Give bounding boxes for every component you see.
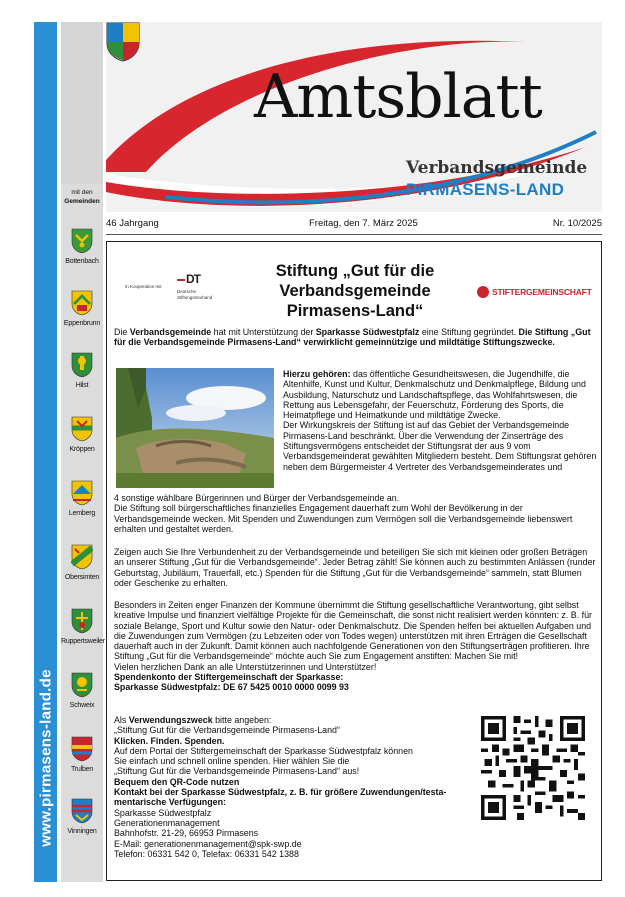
verbandsgemeinde-crest-icon — [106, 22, 140, 62]
article-headline: Stiftung „Gut für die Verbandsgemeinde Pirmasens-Land“ — [275, 262, 435, 320]
issue-line — [106, 218, 602, 232]
eppenbrunn-crest-icon — [71, 290, 93, 316]
issue-jahrgang: 46 Jahrgang — [106, 218, 159, 229]
dst-logo: In Kooperation mit DT Deutsche Stiftungstreuhand — [125, 272, 213, 300]
masthead-title: Amtsblatt — [254, 62, 542, 132]
kroeppen-crest-icon — [71, 416, 93, 442]
municipality-ruppertsweiler: Ruppertsweiler — [61, 608, 103, 645]
schweix-crest-icon — [71, 672, 93, 698]
contact-email: E-Mail: generationenmanagement@spk-swp.de — [114, 838, 302, 849]
article-donation-info: Als Verwendungszweck bitte angeben: „Stiftung Gut für die Verbandsgemeinde Pirmasens-Land“ Klicken. Finden. Spenden. Auf dem Portal der Stiftergemeinschaft der Sparkasse Südwestpfalz können Sie einfach und schnell online spenden. Hier wählen Sie die „Stiftung Gut für die Verbandsgemeinde Pirmasens-Land“ aus! Bequem den QR-Code nutzen Kontakt bei der Sparkasse Südwestpfalz, z. B. für größere Zuwendungen/testa- mentarische Verfügungen: Sparkasse Südwestpfalz Generationenmanagement Bahnhofstr. 21-29, 66953 Pirmasens E-Mail: generationenmanagement@spk-swp.de Telefon: 06331 542 0, Telefax: 06331 542 1388 — [114, 715, 469, 859]
masthead — [106, 22, 602, 212]
trulben-crest-icon — [71, 736, 93, 762]
ruppertsweiler-crest-icon — [71, 608, 93, 634]
masthead-subtitle-1: Verbandsgemeinde — [406, 158, 588, 178]
article-paragraph-responsibility: Besonders in Zeiten enger Finanzen der Kommune übernimmt die Stiftung gesellschaftliche Verantwortung, gibt selbst kreative Impulse und finanziert vielfältige Projekte für die Gemeinschaft, die sonst nicht realisiert werden könnten: z. B. für soziale Belange, Sport und Kultur sowie den Natur- oder Denkmalschutz. Die Spenden helfen bei aktuellen Aufgaben und die Zuwendungen zum Vermögen (zu Lebzeiten oder von Todes wegen) unterstützen mit ihren Erträgen die Gesellschaft dauerhaft auch in der Zukunft. Damit können auch nachfolgende Generationen von den Stiftungserträgen profitieren. Ihre Stiftung „Gut für die Verbandsgemeinde“ möchte auch Sie zum Engagement anstiften: Machen Sie mit! Vielen herzlichen Dank an alle Unterstützerinnen und Unterstützer! Spendenkonto der Stiftergemeinschaft der Sparkasse: Sparkasse Südwestpfalz: DE 67 5425 0010 0000 0099 93 — [114, 600, 593, 693]
contact-phone: Telefon: 06331 542 0, Telefax: 06331 542 1388 — [114, 848, 299, 859]
article-box — [106, 241, 602, 881]
masthead-subtitle-2: PIRMASENS-LAND — [406, 180, 565, 199]
obersimten-crest-icon — [71, 544, 93, 570]
issue-divider — [106, 234, 602, 235]
issue-number: Nr. 10/2025 — [552, 218, 602, 229]
article-right-column: Hierzu gehören: das öffentliche Gesundheitswesen, die Jugendhilfe, die Altenhilfe, Kunst und Kultur, Denkmalschutz und Denkmalpflege, Bildung und Ausbildung, Naturschutz und Landschaftspflege, das Wohlfahrtswesen, die Rettung aus Lebensgefahr, der Feuerschutz, Förderung des Sports, die Heimatpflege und Heimatkunde und mildtätige Zwecke. Der Wirkungskreis der Stiftung ist auf das Gebiet der Verbandsgemeinde Pirmasens-Land beschränkt. Über die Verwendung der Zinserträge des Stiftungsvermögens entscheidet der Stiftungsrat der aus 9 vom Verbandsgemeinderat gewählten Mitgliedern besteht. Dem Stiftungsrat gehören neben dem Bürgermeister 4 Vertreter des Verbandsgemeinderates und — [283, 369, 597, 472]
municipality-schweix: Schweix — [61, 672, 103, 709]
article-intro: Die Verbandsgemeinde hat mit Unterstützung der Sparkasse Südwestpfalz eine Stiftung gegründet. Die Stiftung „Gut für die Verbandsgemeinde Pirmasens-Land“ verwirklicht gemeinnützige und mildtätige Stiftungszwecke. — [114, 327, 591, 348]
stiftergemeinschaft-logo: STIFTERGEMEINSCHAFT — [477, 285, 592, 299]
qr-code[interactable] — [481, 716, 585, 820]
lemberg-crest-icon — [71, 480, 93, 506]
municipality-trulben: Trulben — [61, 736, 103, 773]
article-paragraph-call: Zeigen auch Sie Ihre Verbundenheit zu der Verbandsgemeinde und beteiligen Sie sich mit kleinen oder großen Beträgen an unserer Stiftung „Gut für die Verbandsgemeinde“. Jeder Betrag zählt! Sie können auch zu bestimmten Anlässen (runder Geburtstag, Jubiläum, Trauerfall, etc.) Spenden für die Stiftung „Gut für die Verbandsgemeinde“ sammeln, statt Blumen oder Geschenke zu erhalten. — [114, 547, 596, 588]
municipality-eppenbrunn: Eppenbrunn — [61, 290, 103, 327]
landscape-photo — [116, 368, 274, 488]
municipality-lemberg: Lemberg — [61, 480, 103, 517]
vinningen-crest-icon — [71, 798, 93, 824]
hilst-crest-icon — [71, 352, 93, 378]
mit-den-label: mit den Gemeinden — [64, 189, 100, 205]
stifter-circle-icon — [477, 286, 489, 298]
municipality-vinningen: Vinningen — [61, 798, 103, 835]
municipality-hilst: Hilst — [61, 352, 103, 389]
site-url: www.pirmasens-land.de — [37, 668, 54, 847]
issue-date: Freitag, den 7. März 2025 — [309, 218, 418, 229]
bottenbach-crest-icon — [71, 228, 93, 254]
municipality-bottenbach: Bottenbach — [61, 228, 103, 265]
article-paragraph-purpose: 4 sonstige wählbare Bürgerinnen und Bürger der Verbandsgemeinde an. Die Stiftung soll bürgerschaftliches finanzielles Engagement dauerhaft zum Wohl der Bevölkerung in der Verbandsgemeinde wecken. Mit Spenden und Zuwendungen zum Vermögen soll die Verbandsgemeinde liebenswert erhalten und gestaltet werden. — [114, 493, 573, 534]
municipality-obersimten: Obersimten — [61, 544, 103, 581]
municipality-kroeppen: Kröppen — [61, 416, 103, 453]
article-logo-row — [107, 242, 601, 324]
